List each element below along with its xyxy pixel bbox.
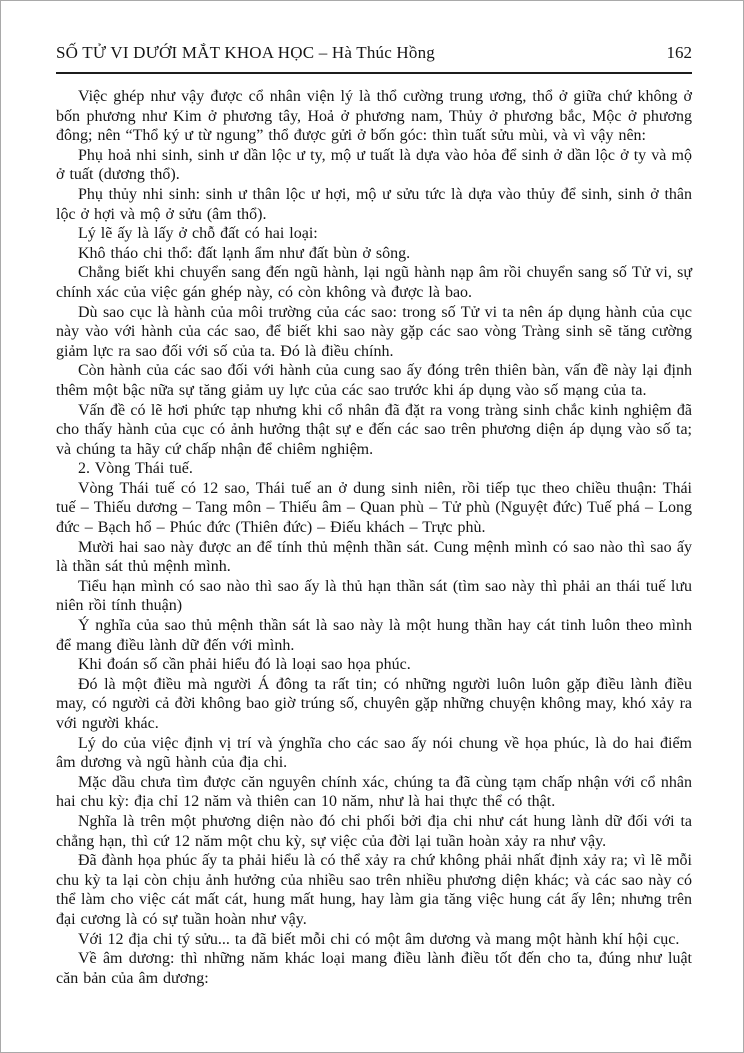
paragraph: Mặc dầu chưa tìm được căn nguyên chính xác, chúng ta đã cùng tạm chấp nhận với cổ nhân hai chu kỳ: địa chỉ 12 năm và thiên can 10 năm, như là hai thực thể có thật.	[56, 773, 692, 811]
paragraph: Dù sao cục là hành của môi trường của các sao: trong số Tử vi ta nên áp dụng hành của cục này vào với hành của các sao, để biết khi sao này gặp các sao vòng Tràng sinh sẽ tăng cường giảm lực ra sao đối với số của ta. Đó là điều chính.	[56, 303, 692, 360]
paragraph: Về âm dương: thì những năm khác loại mang điều lành điều tốt đến cho ta, đúng như luật căn bản của âm dương:	[56, 950, 692, 987]
paragraph: Tiểu hạn mình có sao nào thì sao ấy là thủ hạn thần sát (tìm sao này thì phải an thái tuế lưu niên rồi tính thuận)	[56, 577, 692, 615]
paragraph: Vấn đề có lẽ hơi phức tạp nhưng khi cổ nhân đã đặt ra vong tràng sinh chắc kinh nghiệm đã cho thấy hành của cục có ảnh hưởng thật sự e đến các sao trên phương diện áp dụng vào số ta; và chúng ta hãy cứ chấp nhận để chiêm nghiệm.	[56, 401, 692, 458]
paragraph: Lý lẽ ấy là lấy ở chỗ đất có hai loại:	[78, 225, 318, 243]
paragraph: Lý do của việc định vị trí và ýnghĩa cho các sao ấy nói chung về họa phúc, là do hai điểm âm dương và ngũ hành của địa chi.	[56, 734, 692, 772]
paragraph: Vòng Thái tuế có 12 sao, Thái tuế an ở dung sinh niên, rồi tiếp tục theo chiều thuận: Thái tuế – Thiếu dương – Tang môn – Thiếu âm – Quan phù – Tử phù (Nguyệt đức) Tuế phá – Long đức – Bạch hổ – Phúc đức (Thiên đức) – Điếu khách – Trực phù.	[56, 479, 692, 537]
paragraph: Khô tháo chi thổ: đất lạnh ẩm như đất bùn ở sông.	[78, 244, 411, 262]
paragraph: Mười hai sao này được an để tính thủ mệnh thần sát. Cung mệnh mình có sao nào thì sao ấy là thần sát thủ mệnh mình.	[56, 538, 692, 576]
section-heading: 2. Vòng Thái tuế.	[78, 460, 193, 478]
paragraph: Còn hành của các sao đối với hành của cung sao ấy đóng trên thiên bàn, vấn đề này lại định thêm một bậc nữa sự tăng giảm uy lực của các sao trước khi áp dụng vào số mạng của ta.	[56, 362, 692, 399]
paragraph: Phụ thủy nhi sinh: sinh ư thân lộc ư hợi, mộ ư sửu tức là dựa vào thủy để sinh, sinh ở thân lộc ở hợi và mộ ở sửu (âm thổ).	[56, 185, 692, 223]
paragraph: Chẳng biết khi chuyển sang đến ngũ hành, lại ngũ hành nạp âm rồi chuyển sang số Tử vi, sự chính xác của việc gán ghép này, có còn không và được là bao.	[56, 264, 692, 301]
document-title: SỐ TỬ VI DƯỚI MẮT KHOA HỌC – Hà Thúc Hồng	[56, 43, 435, 62]
page-inner	[1, 1, 743, 988]
paragraph: Nghĩa là trên một phương diện nào đó chi phối bởi địa chi như cát hung lành dữ đối với ta chẳng hạn, thì cứ 12 năm một chu kỳ, sự việc của đời lại tuần hoàn xảy ra như vậy.	[56, 812, 692, 850]
paragraph: Việc ghép như vậy được cổ nhân viện lý là thổ cường trung ương, thổ ở giữa chứ không ở bốn phương như Kim ở phương tây, Hoả ở phương nam, Thủy ở phương bắc, Mộc ở phương đông; nên “Thổ ký ư từ ngung” thổ được gửi ở bốn góc: thìn tuất sửu mùi, và vì vậy nên:	[56, 88, 692, 145]
paragraph: Đã đành họa phúc ấy ta phải hiểu là có thể xảy ra chứ không phải nhất định xảy ra; vì lẽ mỗi chu kỳ ta lại còn chịu ảnh hưởng của nhiều sao trên nhiều phương diện khác; và các sao này có thể làm cho việc cát mất cát, hung mất hung, hay làm gia tăng việc hung cát ấy lên; nhưng trên đại cương là có sự tuần hoàn như vậy.	[56, 852, 692, 928]
paragraph: Với 12 địa chi tý sửu... ta đã biết mỗi chi có một âm dương và mang một hành khí hội cục.	[78, 930, 680, 948]
page-header	[56, 43, 692, 74]
paragraph: Ý nghĩa của sao thủ mệnh thần sát là sao này là một hung thần hay cát tinh luôn theo mình để mang điều lành dữ đến với mình.	[56, 617, 692, 654]
paragraph: Đó là một điều mà người Á đông ta rất tin; có những người luôn luôn gặp điều lành điều may, có người cả đời không bao giờ trúng số, chuyên gặp những chuyện không may, khó xảy ra với người khác.	[56, 675, 692, 732]
document-body	[56, 87, 692, 988]
paragraph: Khi đoán số cần phải hiểu đó là loại sao họa phúc.	[78, 656, 411, 674]
paragraph: Phụ hoả nhi sinh, sinh ư dần lộc ư ty, mộ ư tuất là dựa vào hỏa để sinh ở dần lộc ở ty và mộ ở tuất (dương thổ).	[56, 146, 692, 184]
page-number: 162	[666, 43, 692, 62]
